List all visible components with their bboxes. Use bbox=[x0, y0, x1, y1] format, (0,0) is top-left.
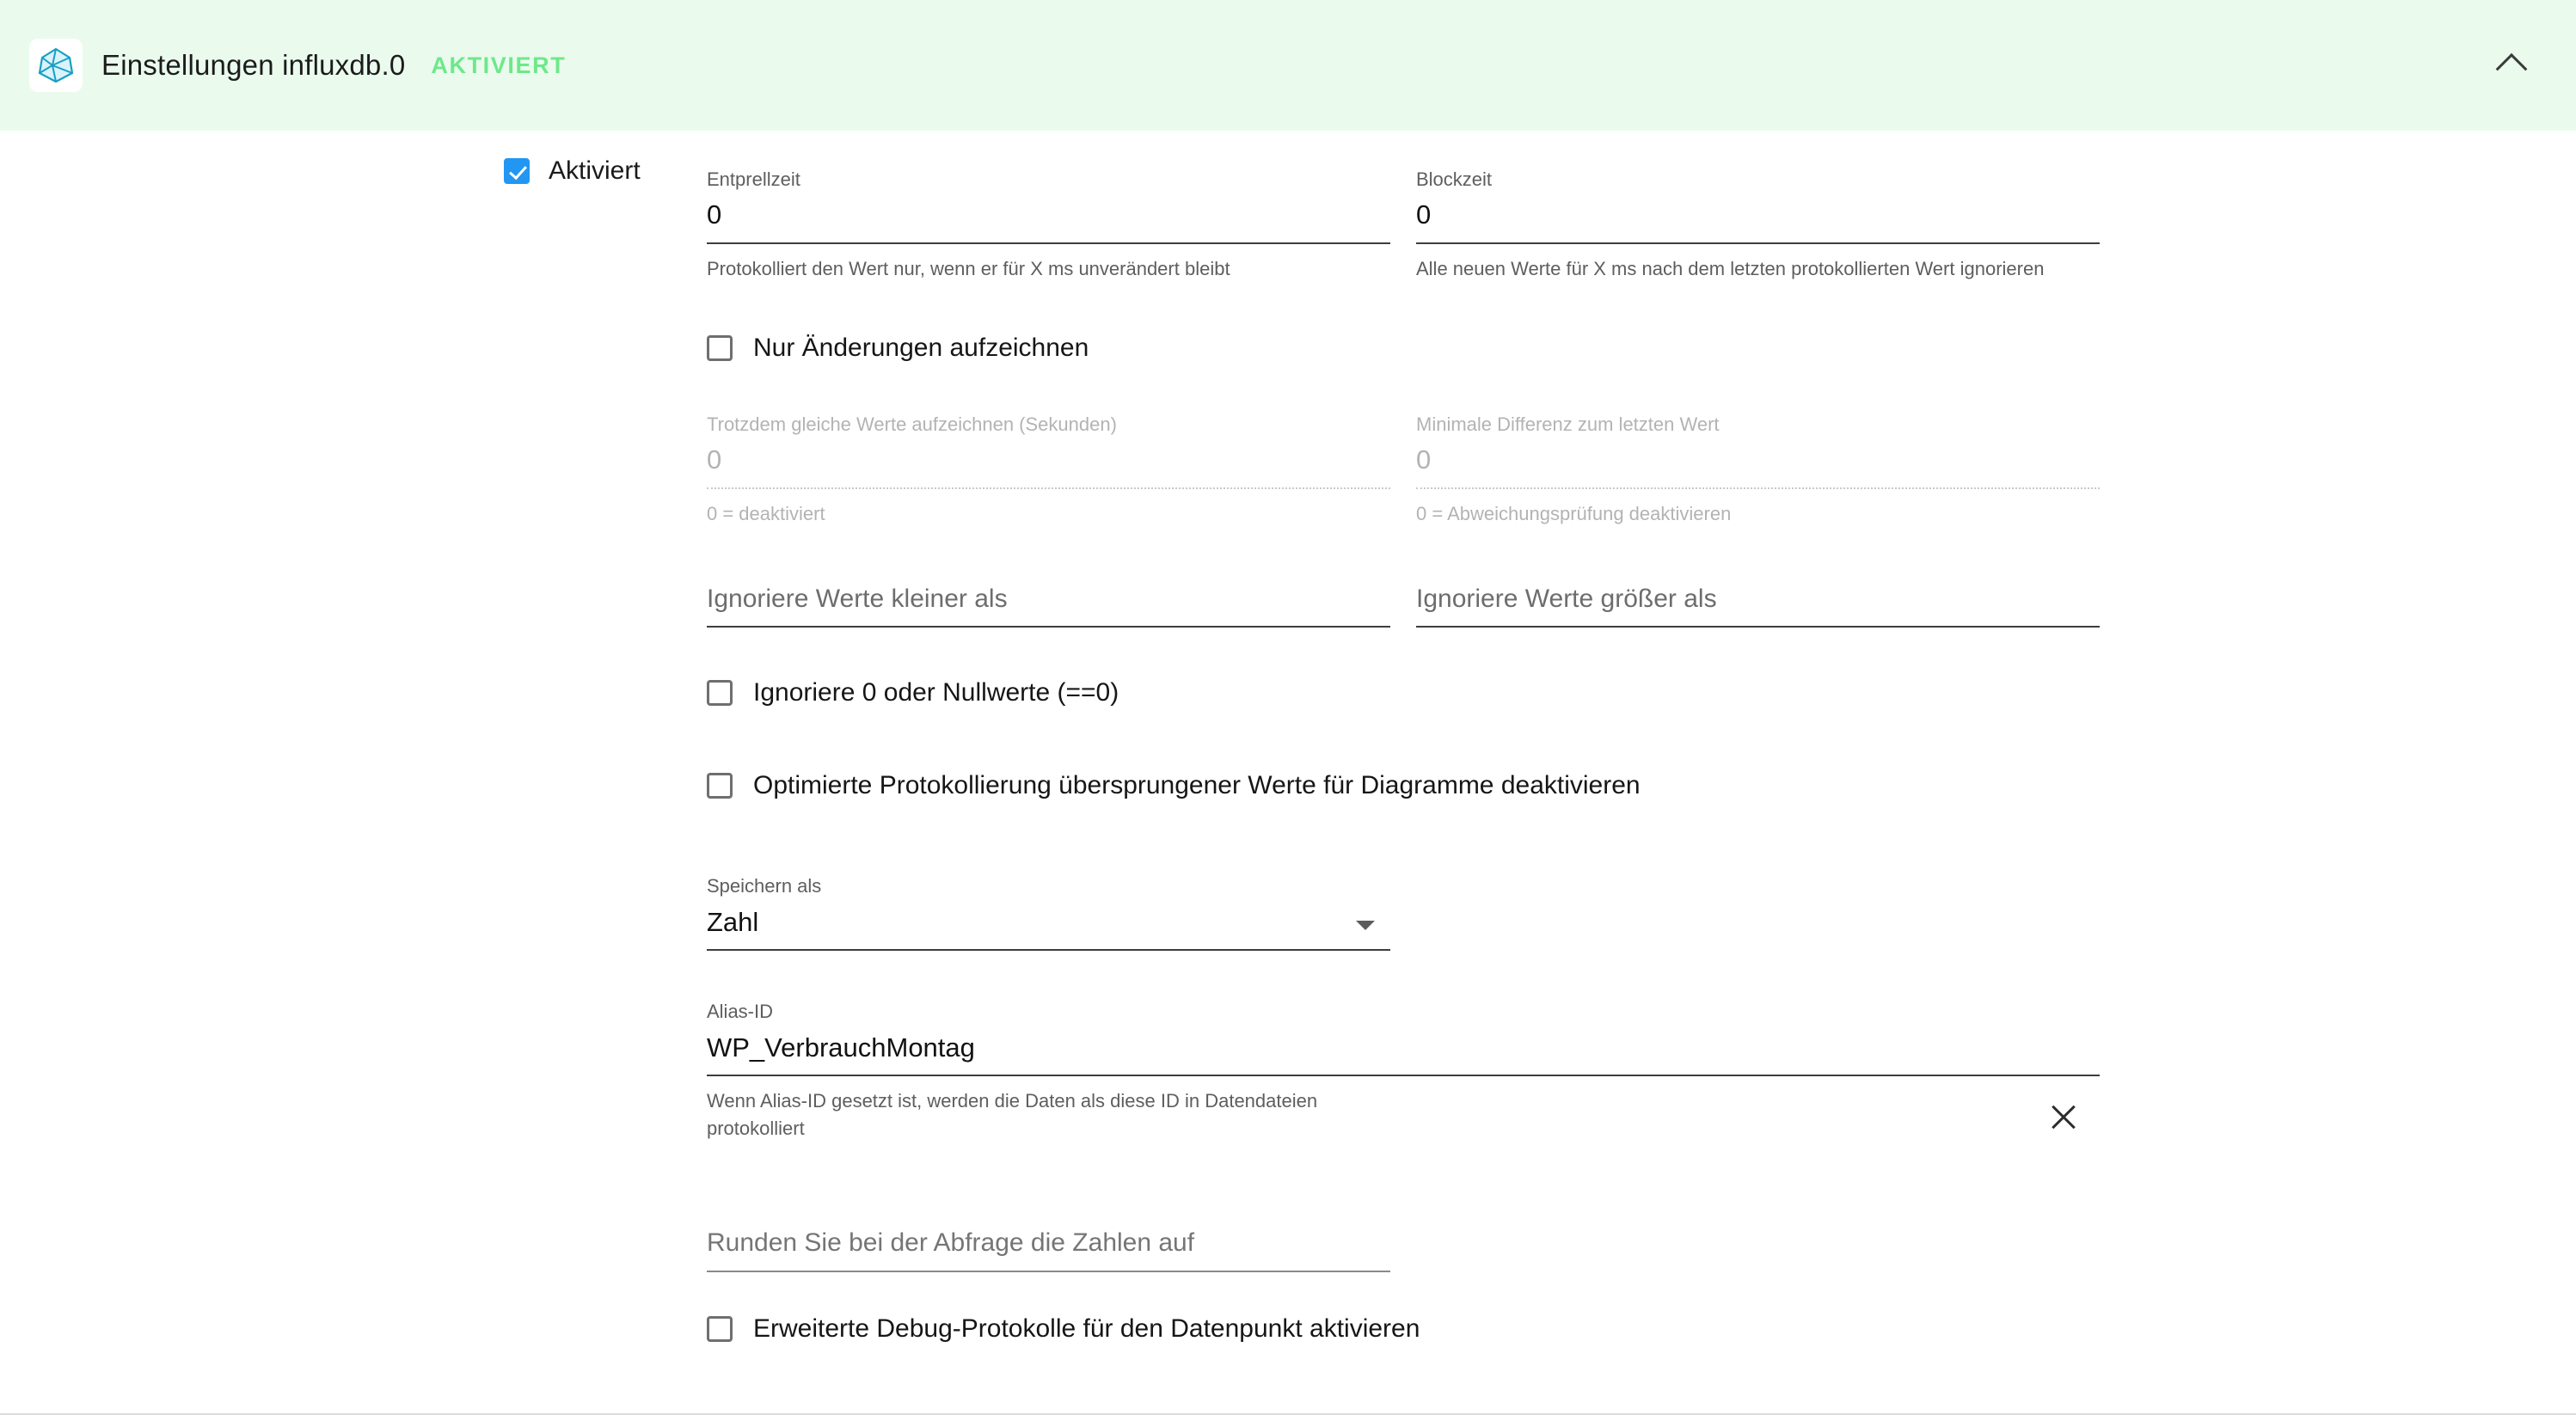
debug-logs-row[interactable] bbox=[707, 1314, 2100, 1344]
chevron-up-icon bbox=[2496, 53, 2528, 85]
enabled-checkbox[interactable] bbox=[504, 158, 530, 184]
store-as-select[interactable]: Zahl bbox=[707, 907, 1390, 952]
close-icon[interactable] bbox=[2048, 1101, 2079, 1132]
collapse-panel-button[interactable] bbox=[2488, 42, 2535, 89]
min-difference-hint: 0 = Abweichungsprüfung deaktivieren bbox=[1416, 502, 1732, 524]
blocktime-field[interactable] bbox=[1416, 168, 2100, 283]
status-badge: AKTIVIERT bbox=[431, 52, 567, 78]
store-as-label: Speichern als bbox=[707, 875, 822, 897]
chevron-down-icon[interactable] bbox=[1356, 921, 1375, 930]
round-numbers-field[interactable] bbox=[707, 1228, 1390, 1272]
min-difference-label: Minimale Differenz zum letzten Wert bbox=[1416, 413, 1720, 435]
only-changes-checkbox[interactable] bbox=[707, 335, 733, 361]
same-values-interval-field[interactable] bbox=[707, 413, 1390, 528]
blocktime-input[interactable]: 0 bbox=[1416, 199, 2100, 244]
alias-id-input[interactable]: WP_VerbrauchMontag bbox=[707, 1032, 2100, 1077]
same-values-interval-label: Trotzdem gleiche Werte aufzeichnen (Sekunden) bbox=[707, 413, 1117, 435]
alias-id-label: Alias-ID bbox=[707, 1001, 774, 1023]
ignore-below-field[interactable] bbox=[707, 585, 1390, 628]
same-values-interval-hint: 0 = deaktiviert bbox=[707, 502, 825, 524]
store-as-field[interactable] bbox=[707, 875, 1390, 951]
disable-optimized-logging-checkbox[interactable] bbox=[707, 773, 733, 799]
influxdb-logo-icon bbox=[29, 39, 83, 92]
panel-header bbox=[0, 0, 2576, 131]
only-changes-label: Nur Änderungen aufzeichnen bbox=[753, 333, 1089, 362]
alias-id-hint: Wenn Alias-ID gesetzt ist, werden die Daten als diese ID in Datendateien protokolliert bbox=[707, 1090, 1318, 1140]
blocktime-hint: Alle neuen Werte für X ms nach dem letzten protokollierten Wert ignorieren bbox=[1416, 258, 2045, 280]
ignore-zero-checkbox[interactable] bbox=[707, 680, 733, 706]
enabled-label: Aktiviert bbox=[549, 156, 641, 185]
debounce-label: Entprellzeit bbox=[707, 168, 800, 190]
round-numbers-input[interactable]: Runden Sie bei der Abfrage die Zahlen auf bbox=[707, 1228, 1390, 1272]
debug-logs-checkbox[interactable] bbox=[707, 1316, 733, 1342]
bottom-divider bbox=[0, 1413, 2576, 1415]
debounce-input[interactable]: 0 bbox=[707, 199, 1390, 244]
debounce-field[interactable] bbox=[707, 168, 1390, 283]
disable-optimized-logging-label: Optimierte Protokollierung übersprungener Werte für Diagramme deaktivieren bbox=[753, 771, 1641, 800]
min-difference-field[interactable] bbox=[1416, 413, 2100, 528]
debounce-hint: Protokolliert den Wert nur, wenn er für X ms unverändert bleibt bbox=[707, 258, 1230, 280]
disable-optimized-logging-row[interactable] bbox=[707, 770, 2100, 801]
ignore-above-input[interactable]: Ignoriere Werte größer als bbox=[1416, 585, 2100, 628]
alias-id-field[interactable] bbox=[707, 1001, 2100, 1142]
same-values-interval-input[interactable]: 0 bbox=[707, 444, 1390, 489]
ignore-zero-label: Ignoriere 0 oder Nullwerte (==0) bbox=[753, 678, 1119, 707]
page-title: Einstellungen influxdb.0 bbox=[101, 49, 406, 81]
row-timings bbox=[707, 168, 2100, 283]
settings-form bbox=[707, 168, 2100, 1344]
enabled-row[interactable] bbox=[504, 156, 641, 186]
blocktime-label: Blockzeit bbox=[1416, 168, 1493, 190]
row-ignore-limits bbox=[707, 585, 2100, 628]
only-changes-row[interactable] bbox=[707, 333, 2100, 364]
ignore-above-field[interactable] bbox=[1416, 585, 2100, 628]
debug-logs-label: Erweiterte Debug-Protokolle für den Datenpunkt aktivieren bbox=[753, 1314, 1420, 1343]
ignore-below-input[interactable]: Ignoriere Werte kleiner als bbox=[707, 585, 1390, 628]
row-change-options bbox=[707, 413, 2100, 528]
ignore-zero-row[interactable] bbox=[707, 677, 2100, 708]
min-difference-input[interactable]: 0 bbox=[1416, 444, 2100, 489]
